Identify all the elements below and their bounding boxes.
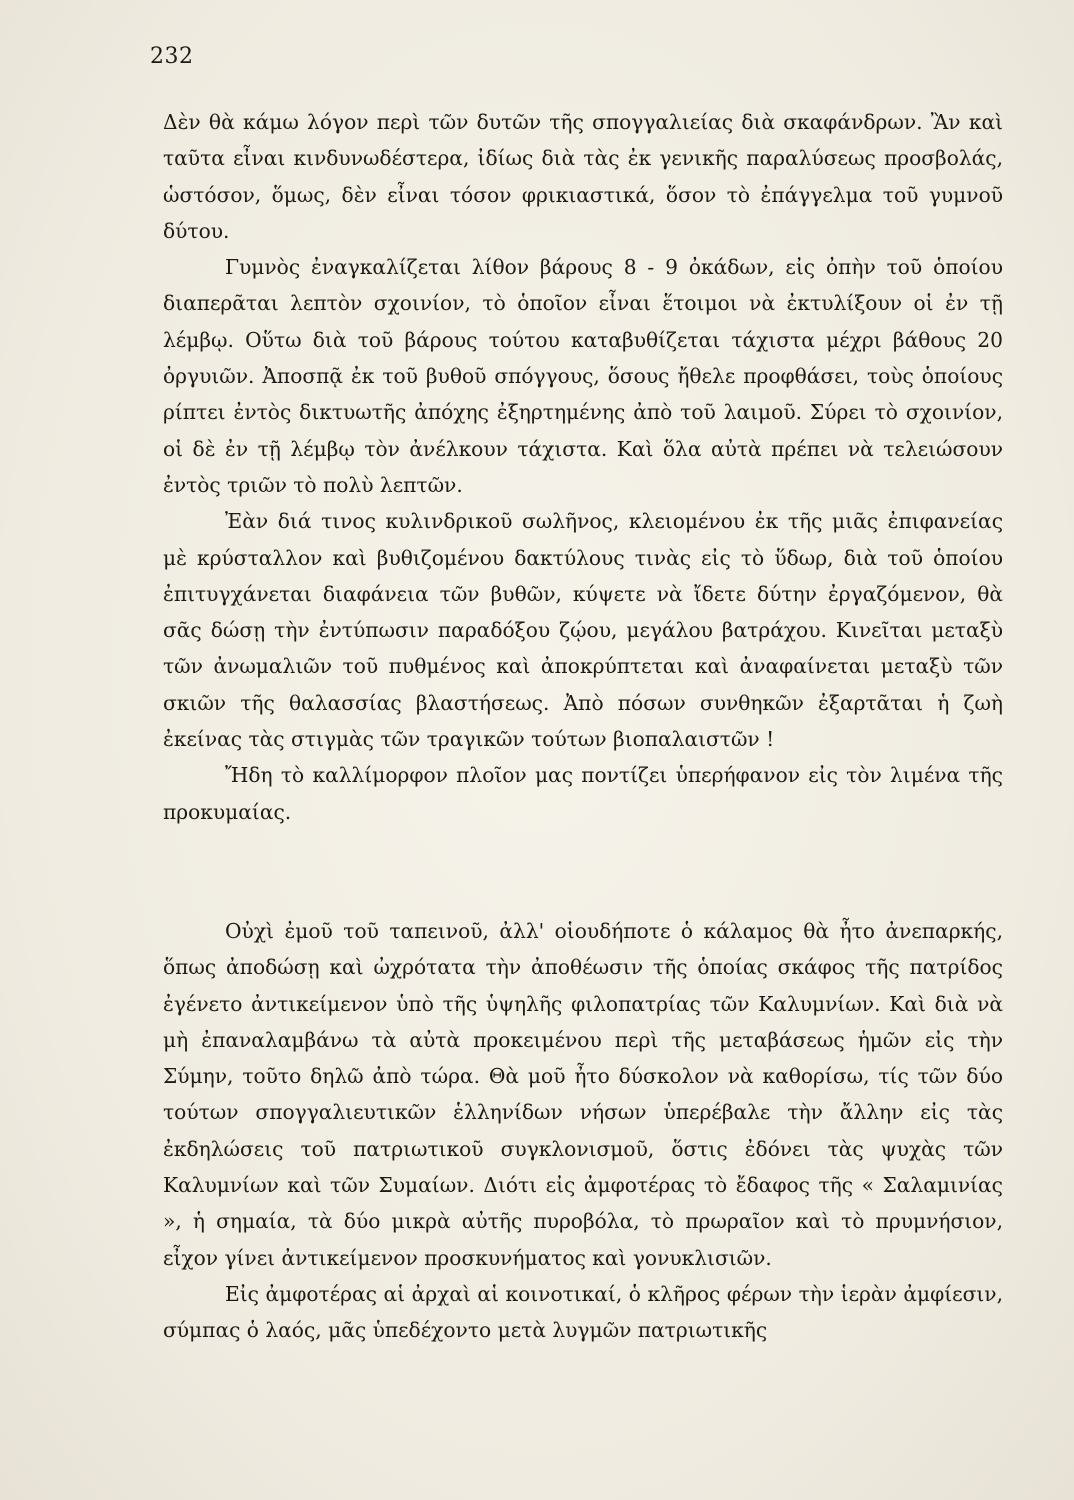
paragraph-6: Εἰς ἀμφοτέρας αἱ ἀρχαὶ αἱ κοινοτικαί, ὁ κλῆρος φέρων τὴν ἱερὰν ἀμφίεσιν, σύμπας ὁ λαός, μᾶς ὑπεδέχοντο μετὰ λυγμῶν πατριωτικῆς [163, 1281, 1003, 1343]
paragraph-4: Ἤδη τὸ καλλίμορφον πλοῖον μας ποντίζει ὑπερήφανον εἰς τὸν λιμένα τῆς προκυμαίας. [163, 763, 1003, 824]
paragraph-3: Ἐὰν διά τινος κυλινδρικοῦ σωλῆνος, κλειομένου ἐκ τῆς μιᾶς ἐπιφανείας μὲ κρύσταλλον καὶ βυθιζομένου δακτύλους τινὰς εἰς τὸ ὕδωρ, διὰ τοῦ ὁποίου ἐπιτυγχάνεται διαφάνεια τῶν βυθῶν, κύψετε νὰ ἴδετε δύτην ἐργαζόμενον, θὰ σᾶς δώσῃ τὴν ἐντύπωσιν παραδόξου ζῴου, μεγάλου βατράχου. Κινεῖται μεταξὺ τῶν ἀνωμαλιῶν τοῦ πυθμένος καὶ ἀποκρύπτεται καὶ ἀναφαίνεται μεταξὺ τῶν σκιῶν τῆς θαλασσίας βλαστήσεως. Ἀπὸ πόσων συνθηκῶν ἐξαρτᾶται ἡ ζωὴ ἐκείνας τὰς στιγμὰς τῶν τραγικῶν τούτων βιοπαλαιστῶν ! [163, 509, 1003, 752]
paragraph-2: Γυμνὸς ἐναγκαλίζεται λίθον βάρους 8 - 9 ὀκάδων, εἰς ὀπὴν τοῦ ὁποίου διαπερᾶται λεπτὸν σχοινίον, τὸ ὁποῖον εἶναι ἕτοιμοι νὰ ἐκτυλίξουν οἱ ἐν τῇ λέμβῳ. Οὕτω διὰ τοῦ βάρους τούτου καταβυθίζεται τάχιστα μέχρι βάθους 20 ὀργυιῶν. Ἀποσπᾷ ἐκ τοῦ βυθοῦ σπόγγους, ὅσους ἤθελε προφθάσει, τοὺς ὁποίους ρίπτει ἐντὸς δικτυωτῆς ἀπόχης ἐξηρτημένης ἀπὸ τοῦ λαιμοῦ. Σύρει τὸ σχοινίον, οἱ δὲ ἐν τῇ λέμβῳ τὸν ἀνέλκουν τάχιστα. Καὶ ὅλα αὐτὰ πρέπει νὰ τελειώσουν ἐντὸς τριῶν τὸ πολὺ λεπτῶν. [163, 255, 1003, 497]
paragraph-1: Δὲν θὰ κάμω λόγον περὶ τῶν δυτῶν τῆς σπογγαλιείας διὰ σκαφάνδρων. Ἂν καὶ ταῦτα εἶναι κινδυνωδέστερα, ἰδίως διὰ τὰς ἐκ γενικῆς παραλύσεως προσβολάς, ὡστόσον, ὅμως, δὲν εἶναι τόσον φρικιαστικά, ὅσον τὸ ἐπάγγελμα τοῦ γυμνοῦ δύτου. [163, 110, 1003, 243]
text-block-upper [163, 104, 1003, 830]
paragraph-5: Οὐχὶ ἐμοῦ τοῦ ταπεινοῦ, ἀλλ' οἱουδήποτε ὁ κάλαμος θὰ ἦτο ἀνεπαρκής, ὅπως ἀποδώσῃ καὶ ὠχρότατα τὴν ἀποθέωσιν τῆς ὁποίας σκάφος τῆς πατρίδος ἐγένετο ἀντικείμενον ὑπὸ τῆς ὑψηλῆς φιλοπατρίας τῶν Καλυμνίων. Καὶ διὰ νὰ μὴ ἐπαναλαμβάνω τὰ αὐτὰ προκειμένου περὶ τῆς μεταβάσεως ἡμῶν εἰς τὴν Σύμην, τοῦτο δηλῶ ἀπὸ τώρα. Θὰ μοῦ ἦτο δύσκολον νὰ καθορίσω, τίς τῶν δύο τούτων σπογγαλιευτικῶν ἑλληνίδων νήσων ὑπερέβαλε τὴν ἄλλην εἰς τὰς ἐκδηλώσεις τοῦ πατριωτικοῦ συγκλονισμοῦ, ὅστις ἐδόνει τὰς ψυχὰς τῶν Καλυμνίων καὶ τῶν Συμαίων. Διότι εἰς ἀμφοτέρας τὸ ἔδαφος τῆς « Σαλαμινίας », ἡ σημαία, τὰ δύο μικρὰ αὐτῆς πυροβόλα, τὸ πρωραῖον καὶ τὸ πρυμνήσιον, εἶχον γίνει ἀντικείμενον προσκυνήματος καὶ γονυκλισιῶν. [163, 919, 1003, 1270]
text-block-lower [163, 913, 1003, 1349]
page-number: 232 [150, 44, 194, 69]
